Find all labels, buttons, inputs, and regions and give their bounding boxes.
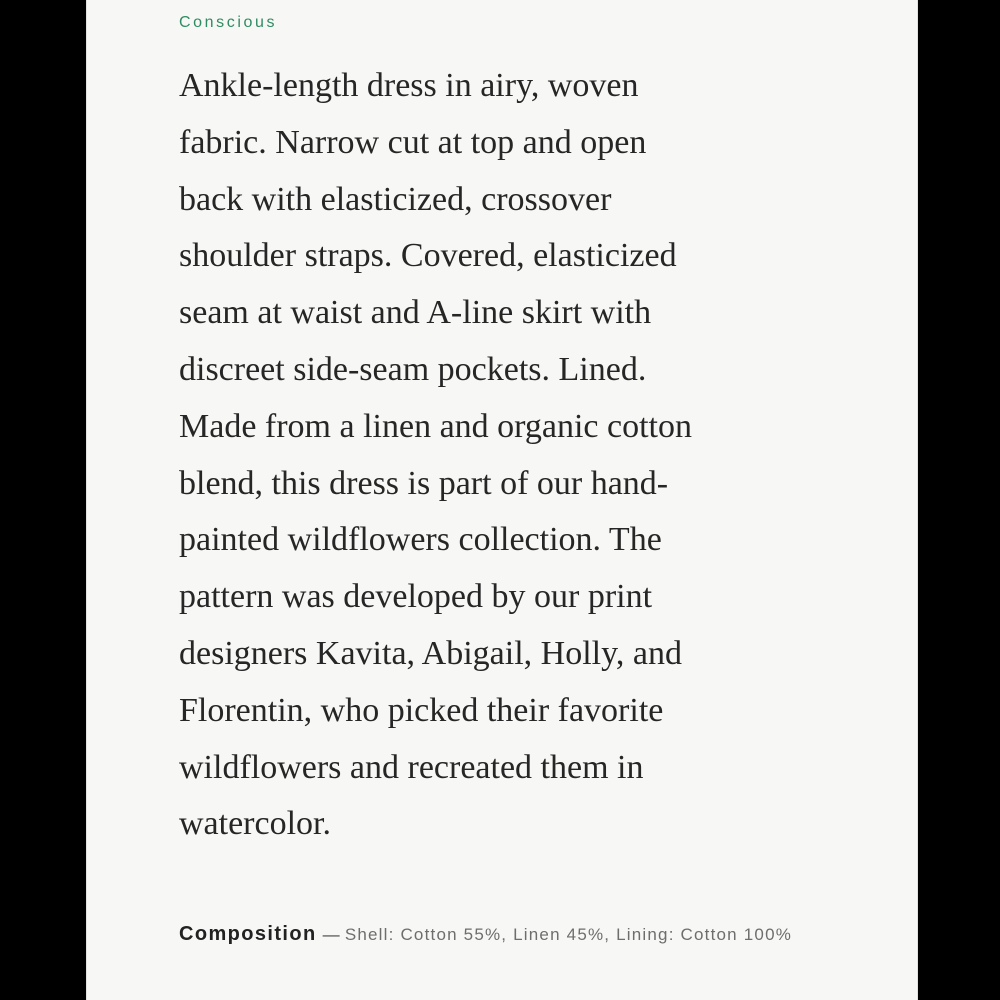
conscious-tag: Conscious bbox=[179, 14, 278, 31]
composition-value: Shell: Cotton 55%, Linen 45%, Lining: Cotton 100% bbox=[344, 925, 793, 944]
product-details-panel bbox=[86, 0, 918, 1000]
composition-label: Composition bbox=[179, 923, 317, 945]
composition-line bbox=[179, 918, 839, 951]
product-description: Ankle-length dress in airy, woven fabric. Narrow cut at top and open back with elasticized, crossover shoulder straps. Covered, elasticized seam at waist and A-line skirt with discreet side-seam pockets. Lined. Made from a linen and organic cotton blend, this dress is part of our hand- painted wildflowers collection. The pattern was developed by our print designers Kavita, Abigail, Holly, and Florentin, who picked their favorite wildflowers and recreated them in watercolor. bbox=[179, 67, 692, 843]
composition-separator: — bbox=[322, 925, 341, 944]
